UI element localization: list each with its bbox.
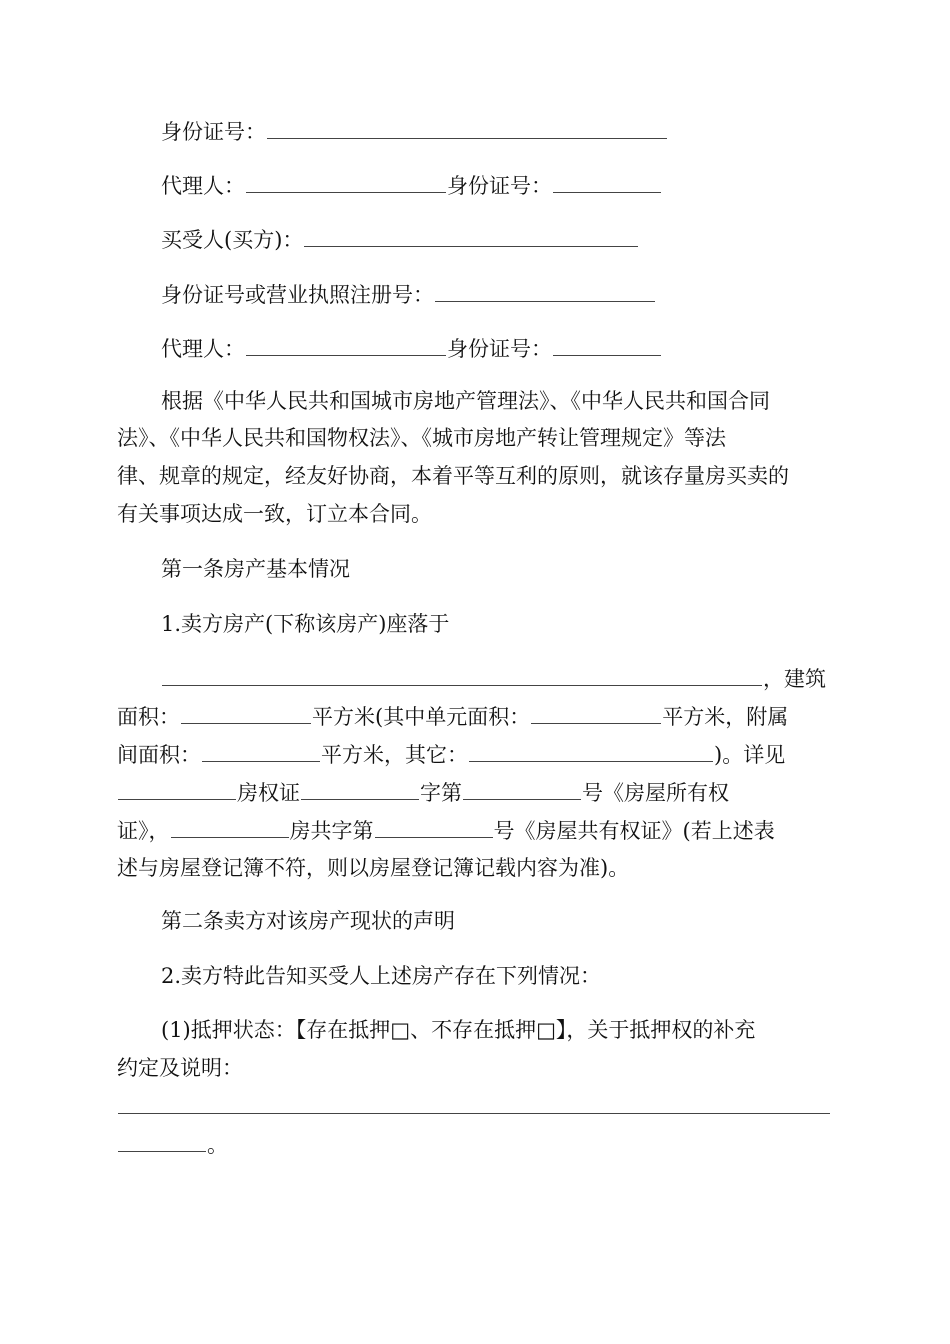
co-ownership-line xyxy=(117,815,833,845)
co-cert-no-blank[interactable] xyxy=(375,815,493,838)
buyer-agent-blank[interactable] xyxy=(246,333,446,356)
seller-id-blank[interactable] xyxy=(267,116,667,139)
disclosure-line: 2.卖方特此告知买受人上述房产存在下列情况： xyxy=(161,964,602,988)
cert-char-blank[interactable] xyxy=(301,777,419,800)
buyer-agent-id-label: 身份证号： xyxy=(447,337,552,361)
seller-agent-id-label: 身份证号： xyxy=(447,174,552,198)
unit-area-blank[interactable] xyxy=(531,701,661,724)
preamble-line-2: 法》、《中华人民共和国物权法》、《城市房地产转让管理规定》等法 xyxy=(117,426,726,450)
seller-id-label: 身份证号： xyxy=(161,120,266,144)
mortgage-note-end-line xyxy=(117,1129,833,1159)
location-blank-line xyxy=(161,663,833,693)
see-details-label: )。详见 xyxy=(714,743,786,767)
building-label: ，建筑 xyxy=(763,667,826,691)
buyer-label: 买受人(买方)： xyxy=(161,228,304,252)
area-label: 面积： xyxy=(117,705,180,729)
other-label: 平方米，其它： xyxy=(321,743,468,767)
location-line: 1.卖方房产(下称该房产)座落于 xyxy=(161,612,450,636)
seller-id-line xyxy=(161,116,833,146)
unit-area-label: 平方米(其中单元面积： xyxy=(312,705,531,729)
mortgage-note-blank[interactable] xyxy=(118,1091,830,1114)
room-area-label: 间面积： xyxy=(117,743,201,767)
area-line xyxy=(117,701,833,731)
attached-label: 平方米，附属 xyxy=(662,705,789,729)
cert-label: 房权证 xyxy=(237,781,300,805)
buyer-blank[interactable] xyxy=(304,224,638,247)
seller-agent-line xyxy=(161,170,833,200)
preamble-line-4: 有关事项达成一致，订立本合同。 xyxy=(117,502,432,526)
ownership-cert-label: 号《房屋所有权 xyxy=(582,781,729,805)
seller-agent-label: 代理人： xyxy=(161,174,245,198)
article-1-heading: 第一条房产基本情况 xyxy=(161,557,350,581)
end-period: 。 xyxy=(207,1133,228,1157)
buyer-agent-label: 代理人： xyxy=(161,337,245,361)
other-blank[interactable] xyxy=(469,739,713,762)
co-ownership-cert-label: 号《房屋共有权证》(若上述表 xyxy=(493,819,775,843)
co-cert-label: 房共字第 xyxy=(289,819,374,843)
cert-no-blank[interactable] xyxy=(463,777,581,800)
buyer-id-label: 身份证号或营业执照注册号： xyxy=(161,283,434,307)
article-2-heading: 第二条卖方对该房产现状的声明 xyxy=(161,909,455,933)
seller-agent-blank[interactable] xyxy=(246,170,446,193)
buyer-id-blank[interactable] xyxy=(435,279,655,302)
location-blank[interactable] xyxy=(162,663,762,686)
cert-no-label: 字第 xyxy=(420,781,462,805)
mortgage-note-blank-line xyxy=(117,1091,833,1121)
buyer-id-line xyxy=(161,279,833,309)
room-area-line xyxy=(117,739,833,769)
certificate-line xyxy=(117,777,833,807)
buyer-line xyxy=(161,224,833,254)
area-blank[interactable] xyxy=(181,701,311,724)
buyer-agent-line xyxy=(161,333,833,363)
co-cert-city-blank[interactable] xyxy=(171,815,289,838)
preamble-line-1: 根据《中华人民共和国城市房地产管理法》、《中华人民共和国合同 xyxy=(161,389,770,413)
cert-city-blank[interactable] xyxy=(118,777,236,800)
register-note-line: 述与房屋登记簿不符，则以房屋登记簿记载内容为准)。 xyxy=(117,856,630,880)
mortgage-note-end-blank[interactable] xyxy=(118,1129,206,1152)
cert-end-label: 证》， xyxy=(117,819,170,843)
mortgage-status-line: (1)抵押状态：【存在抵押□、不存在抵押□】，关于抵押权的补充 xyxy=(161,1018,756,1042)
preamble-line-3: 律、规章的规定，经友好协商，本着平等互利的原则，就该存量房买卖的 xyxy=(117,464,789,488)
room-area-blank[interactable] xyxy=(202,739,320,762)
buyer-agent-id-blank[interactable] xyxy=(553,333,661,356)
seller-agent-id-blank[interactable] xyxy=(553,170,661,193)
mortgage-note-line: 约定及说明： xyxy=(117,1056,243,1080)
